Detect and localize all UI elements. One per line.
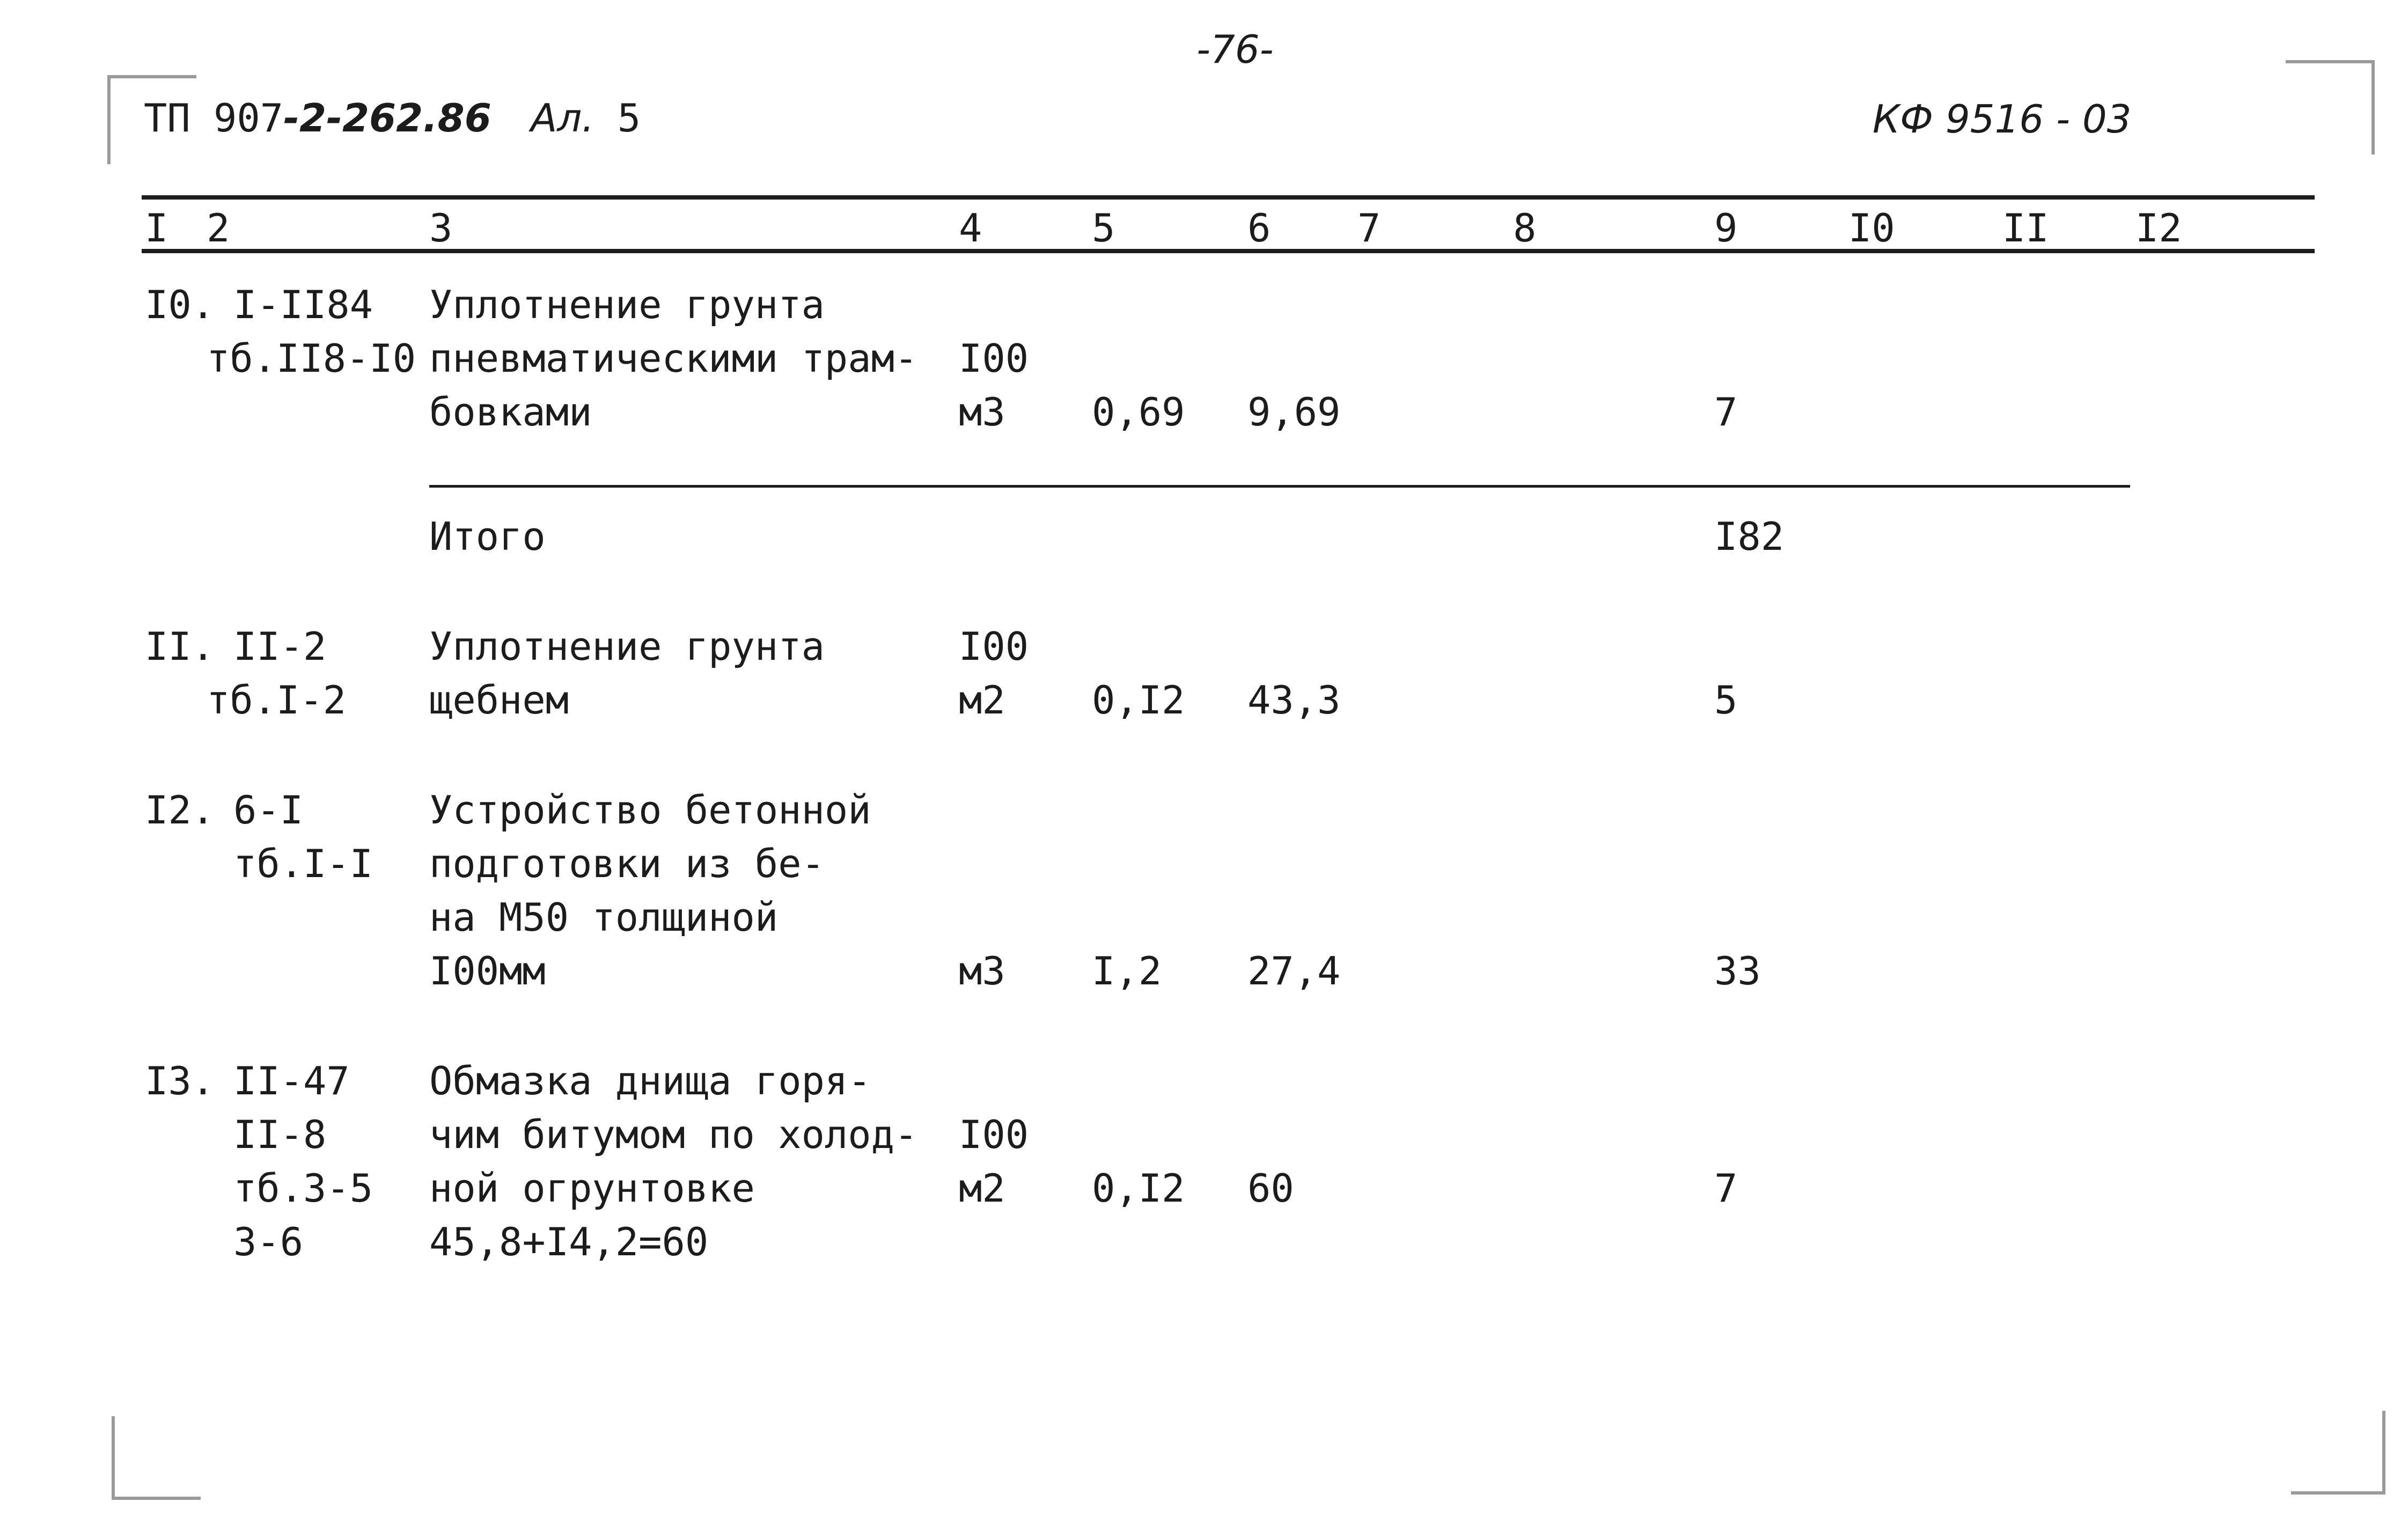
corner-mark-bottom-right [2291,1411,2385,1495]
row-unit [959,1108,1029,1215]
code-line: II-8 [233,1112,327,1157]
code-line: II-47 [233,1058,350,1103]
code-line: II-2 [233,624,327,669]
row-quantity: 0,I2 [1092,678,1185,723]
document-series [144,91,641,145]
series-label: ТП 907 [144,95,284,141]
header-bottom-rule [142,249,2315,253]
unit-line: I00 [959,336,1029,381]
row-value: 9,69 [1247,389,1341,435]
corner-mark-top-left [107,75,196,164]
code-line: тб.I-2 [207,678,347,723]
album-label: Ал. [531,95,594,141]
description-line: Уплотнение грунта [429,282,825,327]
column-header-9: 9 [1714,205,1738,251]
unit-line: м2 [959,678,1005,723]
row-unit [959,332,1029,439]
row-col9: 33 [1714,948,1761,993]
column-header-7: 7 [1357,205,1381,251]
row-number: I0. [145,282,215,327]
row-col9: 7 [1714,389,1738,435]
column-header-8: 8 [1513,205,1537,251]
row-quantity: I,2 [1092,948,1162,993]
subtotal-rule [429,485,2130,488]
row-value: 27,4 [1247,948,1341,993]
description-line: I00мм [429,948,546,993]
description-line: чим битумом по холод- [429,1112,918,1157]
code-line: тб.II8-I0 [207,336,416,381]
row-description [429,620,825,727]
row-description [429,783,871,998]
unit-line: I00 [959,624,1029,669]
row-col9: 5 [1714,678,1738,723]
album-number: 5 [617,95,641,141]
description-line: Устройство бетонной [429,787,871,833]
row-value: 43,3 [1247,678,1341,723]
column-header-2: 2 [207,205,230,251]
column-header-10: I0 [1848,205,1895,251]
description-line: Уплотнение грунта [429,624,825,669]
row-description [429,1054,917,1269]
column-header-5: 5 [1092,205,1115,251]
column-header-4: 4 [959,205,982,251]
column-header-11: II [2002,205,2049,251]
corner-mark-bottom-left [112,1416,201,1500]
description-line: 45,8+I4,2=60 [429,1219,709,1264]
row-value: 60 [1247,1166,1294,1211]
row-quantity: 0,I2 [1092,1166,1185,1211]
description-line: ной огрунтовке [429,1166,755,1211]
column-header-3: 3 [429,205,453,251]
description-line: подготовки из бе- [429,841,825,886]
unit-line: м2 [959,1166,1005,1211]
row-codes [233,1054,373,1269]
description-line: пневматическими трам- [429,336,918,381]
row-quantity: 0,69 [1092,389,1185,435]
row-unit: м3 [959,948,1005,993]
header-top-rule [142,195,2315,200]
code-line: I-II84 [233,282,373,327]
column-header-12: I2 [2135,205,2182,251]
row-number: II. [145,624,215,669]
description-line: на М50 толщиной [429,895,779,940]
code-line: 3-6 [233,1219,304,1264]
row-col9: 7 [1714,1166,1738,1211]
document-code: КФ 9516 - 03 [1873,97,2132,142]
row-codes [233,278,373,332]
row-number: I3. [145,1058,215,1103]
page-number: -76- [1196,27,1274,72]
row-unit [959,620,1029,727]
total-value: I82 [1714,514,1785,559]
code-line: тб.3-5 [233,1166,373,1211]
description-line: Обмазка днища горя- [429,1058,871,1103]
column-header-1: I [145,205,168,251]
unit-line: м3 [959,389,1005,435]
total-label: Итого [429,514,546,559]
row-description [429,278,917,439]
description-line: бовками [429,389,592,435]
row-number: I2. [145,787,215,833]
code-line: 6-I [233,787,304,833]
project-number: -2-262.86 [283,95,491,141]
description-line: щебнем [429,678,569,723]
code-line: тб.I-I [233,841,373,886]
column-header-6: 6 [1247,205,1271,251]
corner-mark-top-right [2286,60,2375,154]
unit-line: I00 [959,1112,1029,1157]
